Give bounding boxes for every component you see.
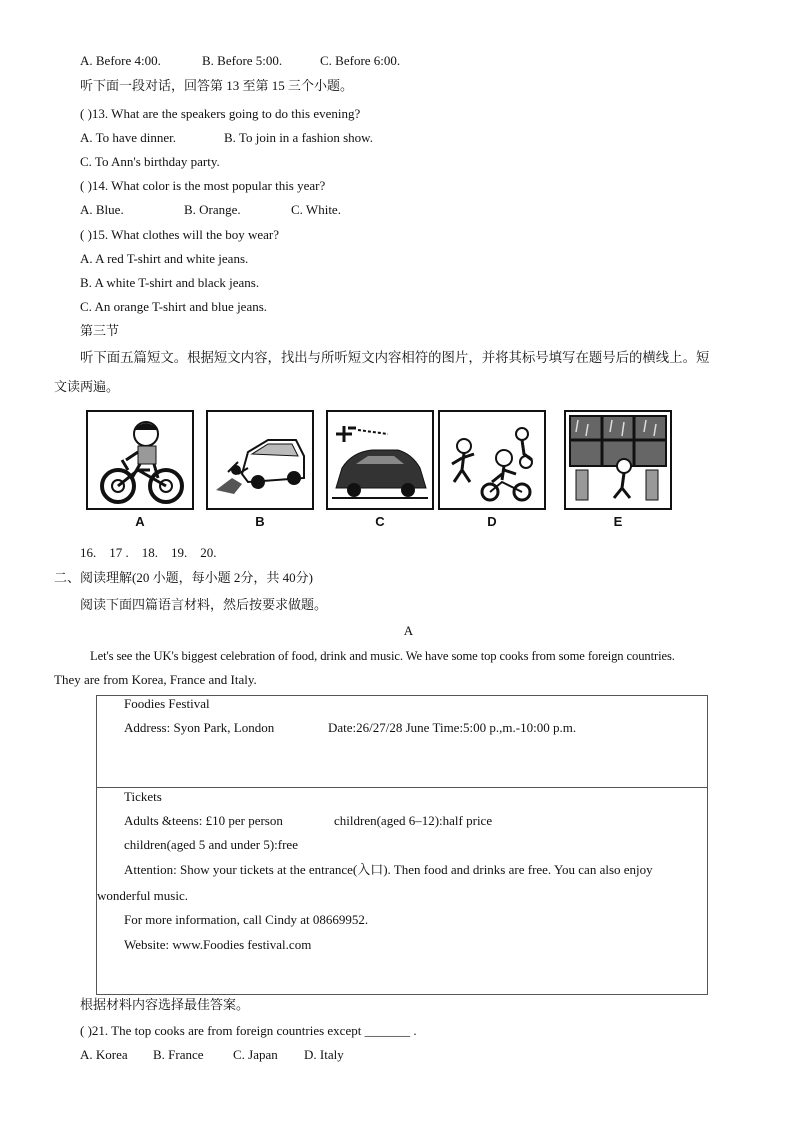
kids-playing-illustration [440, 412, 544, 508]
q13-option-b: B. To join in a fashion show. [224, 130, 373, 145]
passage-intro: Let's see the UK's biggest celebration of food, drink and music. We have some top cooks from some foreign countries. [90, 649, 675, 663]
picture-d-kids-playing [438, 410, 546, 510]
q14-options [80, 202, 341, 218]
picture-a-boy-on-bike [86, 410, 194, 510]
q12-options [80, 53, 400, 69]
q21-option-b: B. France [153, 1047, 204, 1062]
q21-option-c: C. Japan [233, 1047, 278, 1062]
choose-instruction: 根据材料内容选择最佳答案。 [80, 997, 250, 1012]
boy-riding-bike-illustration [88, 412, 192, 508]
car-accident-illustration [208, 412, 312, 508]
q21-options [80, 1047, 344, 1063]
q14-option-c: C. White. [291, 202, 341, 217]
parked-car-illustration [328, 412, 432, 508]
tickets-adults: Adults &teens: £10 per person [124, 813, 283, 828]
q13-option-a: A. To have dinner. [80, 130, 176, 145]
picture-label-b: B [255, 514, 265, 529]
picture-c-parked-car [326, 410, 434, 510]
festival-date: Date:26/27/28 June Time:5:00 p.,m.-10:00 p.m. [328, 720, 577, 735]
passage-label: A [403, 623, 414, 638]
section3-instruction: 听下面五篇短文。根据短文内容，找出与所听短文内容相符的图片，并将其标号填写在题号后的横线上。短 [80, 350, 710, 365]
tickets-children-half: children(aged 6–12):half price [334, 813, 493, 828]
q14-stem: ( )14. What color is the most popular this year? [80, 178, 326, 193]
q15-option-c: C. An orange T-shirt and blue jeans. [80, 299, 268, 314]
picture-b-car-accident [206, 410, 314, 510]
listening-pictures [86, 410, 676, 535]
q15-option-a: A. A red T-shirt and white jeans. [80, 251, 249, 266]
attention-text-cont: wonderful music. [97, 888, 188, 903]
festival-title: Foodies Festival [124, 696, 210, 711]
festival-website: Website: www.Foodies festival.com [124, 937, 312, 952]
reading-heading: 二、阅读理解(20 小题，每小题 2分，共 40分) [54, 570, 313, 585]
reading-instruction: 阅读下面四篇语言材料，然后按要求做题。 [80, 597, 328, 612]
picture-label-a: A [135, 514, 145, 529]
festival-address: Address: Syon Park, London [124, 720, 275, 735]
q13-option-c: C. To Ann's birthday party. [80, 154, 220, 169]
q15-option-b: B. A white T-shirt and black jeans. [80, 275, 260, 290]
attention-text: Attention: Show your tickets at the entrance(入口). Then food and drinks are free. You can also enjoy [124, 862, 653, 877]
q15-stem: ( )15. What clothes will the boy wear? [80, 227, 280, 242]
picture-label-d: D [487, 514, 497, 529]
q14-option-b: B. Orange. [184, 202, 241, 217]
q14-option-a: A. Blue. [80, 202, 124, 217]
q12-option-a: A. Before 4:00. [80, 53, 161, 68]
q13-options [80, 130, 373, 146]
section3-instruction-cont: 文读两遍。 [54, 379, 120, 394]
rainy-window-illustration [566, 412, 670, 508]
tickets-children-free: children(aged 5 and under 5):free [124, 837, 298, 852]
dialog-instruction: 听下面一段对话，回答第 13 至第 15 三个小题。 [80, 78, 354, 93]
picture-label-c: C [375, 514, 385, 529]
q13-stem: ( )13. What are the speakers going to do this evening? [80, 106, 361, 121]
more-info: For more information, call Cindy at 08669952. [124, 912, 369, 927]
q12-option-c: C. Before 6:00. [320, 53, 401, 68]
q21-stem: ( )21. The top cooks are from foreign countries except _______ . [80, 1023, 417, 1038]
answer-numbers: 16. 17 . 18. 19. 20. [80, 545, 217, 560]
q21-option-a: A. Korea [80, 1047, 128, 1062]
picture-label-e: E [613, 514, 623, 529]
tickets-title: Tickets [124, 789, 162, 804]
picture-e-rainy-window [564, 410, 672, 510]
passage-intro-cont: They are from Korea, France and Italy. [54, 672, 257, 687]
q12-option-b: B. Before 5:00. [202, 53, 283, 68]
q21-option-d: D. Italy [304, 1047, 344, 1062]
section3-title: 第三节 [80, 323, 120, 338]
